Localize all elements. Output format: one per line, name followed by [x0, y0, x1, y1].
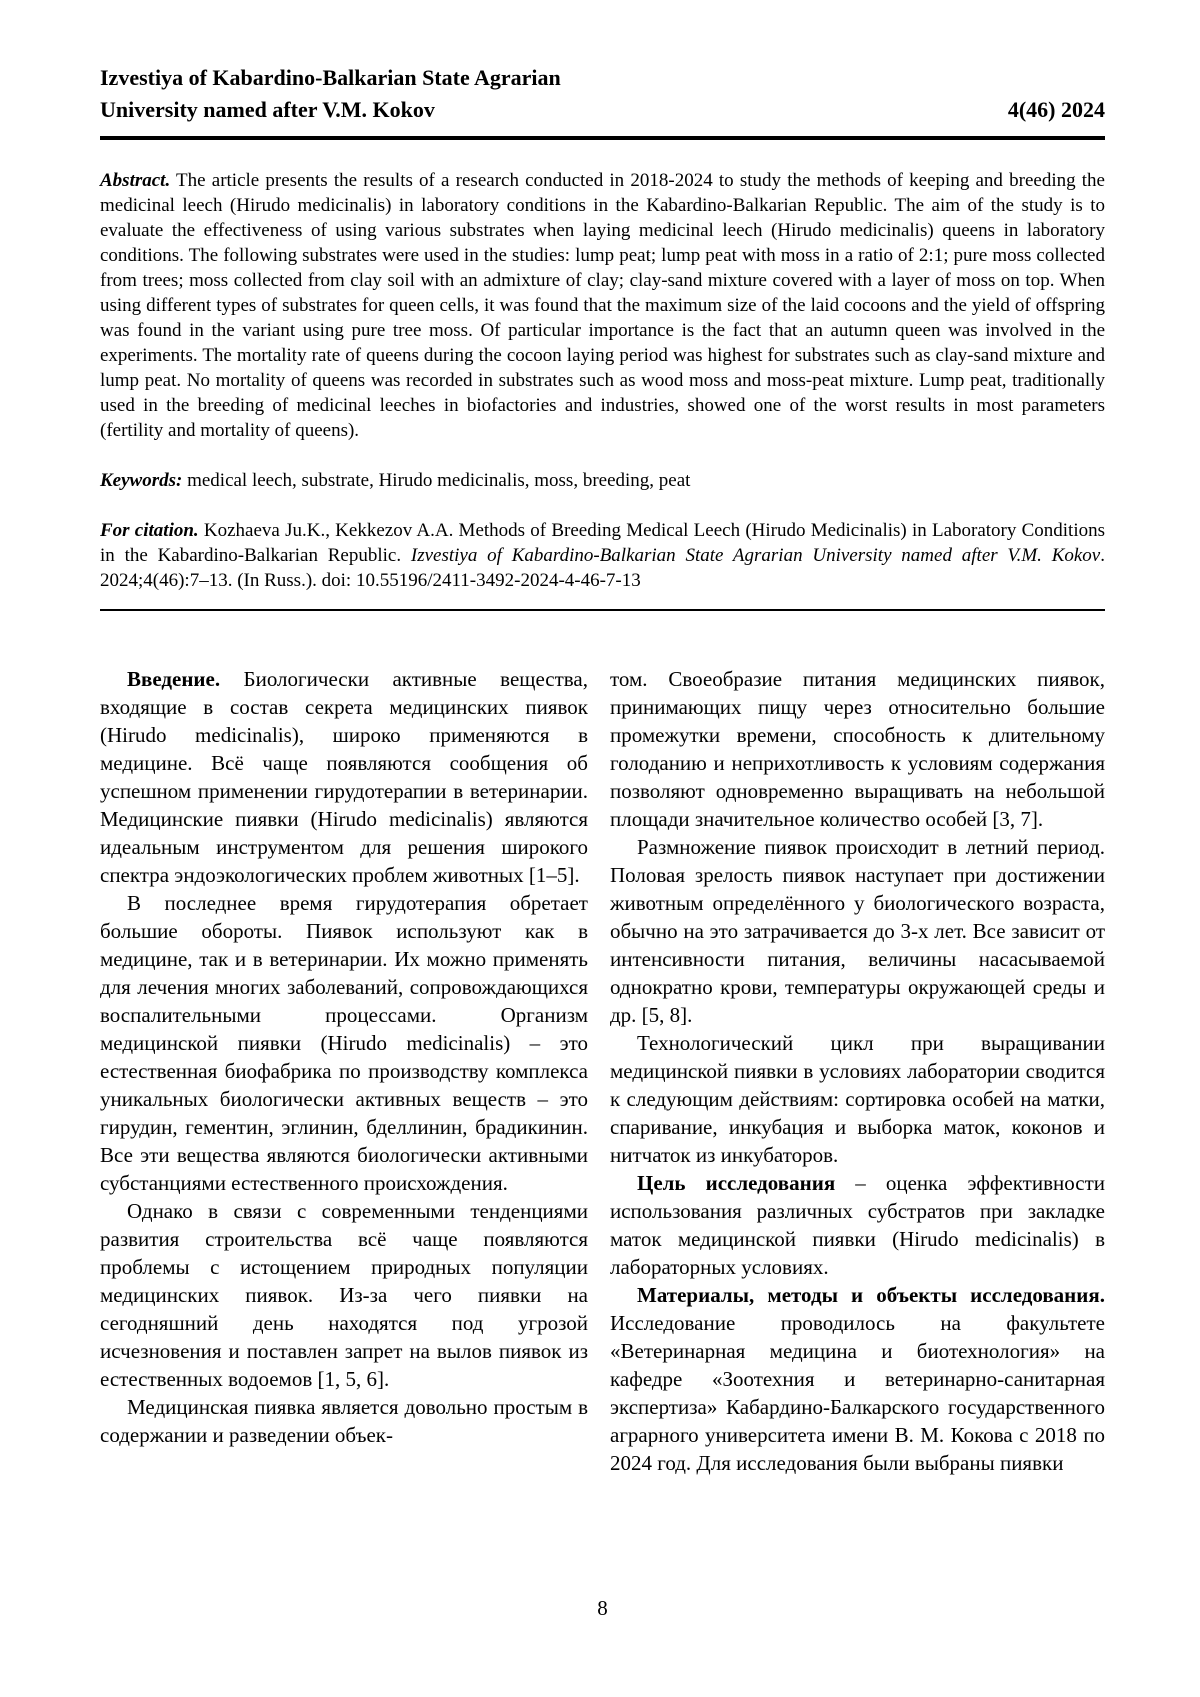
paragraph-run-bold: Введение.	[127, 667, 221, 691]
paragraph-run-bold: Цель исследования	[637, 1171, 836, 1195]
body-paragraph	[100, 1393, 588, 1449]
body-paragraph	[100, 889, 588, 1197]
paragraph-run: Однако в связи с современными тенденциями развития строительства всё чаще появляются проблемы с истощением природных популяции медицинских пиявок. Из-за чего пиявки на сегодняшний день находятся под угрозой исчезновения и поставлен запрет на вылов пиявок из естественных водоемов [1, 5, 6].	[100, 1199, 588, 1391]
body-paragraph	[610, 833, 1105, 1029]
citation-journal-name: Izvestiya of Kabardino-Balkarian State Agrarian University named after V.M. Kokov	[410, 545, 1101, 566]
issue-number: 4(46) 2024	[1007, 97, 1105, 122]
paragraph-run: Исследование проводилось на факультете «Ветеринарная медицина и биотехнология» на кафедре «Зоотехния и ветеринарно-санитарная экспертиза» Кабардино-Балкарского государственного аграрного университета имени В. М. Кокова с 2018 по 2024 год. Для исследования были выбраны пиявки	[610, 1311, 1105, 1475]
journal-title-line2: University named after V.M. Kokov	[100, 97, 435, 122]
citation-label: For citation.	[100, 520, 199, 541]
paragraph-run: Биологически активные вещества, входящие в состав секрета медицинских пиявок (Hirudo medicinalis), широко применяются в медицине. Всё чаще появляются сообщения об успешном применении гирудотерапии в ветеринарии. Медицинские пиявки (Hirudo medicinalis) являются идеальным инструментом для решения широкого спектра эндоэкологических проблем животных [1–5].	[100, 667, 588, 887]
keywords-block	[100, 468, 1105, 493]
journal-title-line1: Izvestiya of Kabardino-Balkarian State Agrarian	[100, 65, 561, 90]
paragraph-run: В последнее время гирудотерапия обретает большие обороты. Пиявок используют как в медицине, так и в ветеринарии. Их можно применять для лечения многих заболеваний, сопровождающихся воспалительными процессами. Организм медицинской пиявки (Hirudo medicinalis) – это естественная биофабрика по производству комплекса уникальных биологически активных веществ – это гирудин, гементин, эглинин, бделлинин, брадикинин. Все эти вещества являются биологически активными субстанциями естественного происхождения.	[100, 891, 588, 1195]
page-number: 8	[597, 1596, 608, 1620]
keywords-label: Keywords:	[100, 470, 183, 491]
paragraph-run: Размножение пиявок происходит в летний период. Половая зрелость пиявок наступает при достижении животным определённого у биологического возраста, обычно на это затрачивается до 3-х лет. Все зависит от интенсивности питания, величины насасываемой однократно крови, температуры окружающей среды и др. [5, 8].	[610, 835, 1105, 1027]
keywords-text: medical leech, substrate, Hirudo medicinalis, moss, breeding, peat	[182, 470, 691, 491]
body-columns	[100, 665, 1105, 1477]
abstract-label: Abstract.	[100, 170, 171, 191]
paragraph-run-bold: Материалы, методы и объекты исследования.	[637, 1283, 1105, 1307]
body-paragraph	[610, 665, 1105, 833]
citation-block	[100, 518, 1105, 593]
body-column-left	[100, 665, 588, 1477]
running-head-row	[100, 94, 1105, 126]
section-divider-rule	[100, 609, 1105, 611]
body-paragraph	[100, 665, 588, 889]
paragraph-run: – оценка эффективности использования различных субстратов при закладке маток медицинской пиявки (Hirudo medicinalis) в лабораторных условиях.	[610, 1171, 1105, 1279]
body-column-right	[610, 665, 1105, 1477]
abstract-text: The article presents the results of a research conducted in 2018-2024 to study the methods of keeping and breeding the medicinal leech (Hirudo medicinalis) in laboratory conditions in the Kabardino-Balkarian Republic. The aim of the study is to evaluate the effectiveness of using various substrates when laying medicinal leech (Hirudo medicinalis) queens in laboratory conditions. The following substrates were used in the studies: lump peat; lump peat with moss in a ratio of 2:1; pure moss collected from trees; moss collected from clay soil with an admixture of clay; clay-sand mixture covered with a layer of moss on top. When using different types of substrates for queen cells, it was found that the maximum size of the laid cocoons and the yield of offspring was found in the variant using pure tree moss. Of particular importance is the fact that an autumn queen was involved in the experiments. The mortality rate of queens during the cocoon laying period was highest for substrates such as clay-sand mixture and lump peat. No mortality of queens was recorded in substrates such as wood moss and moss-peat mixture. Lump peat, traditionally used in the breeding of medicinal leeches in biofactories and industries, showed one of the worst results in most parameters (fertility and mortality of queens).	[100, 170, 1105, 441]
abstract-block	[100, 168, 1105, 443]
paragraph-run: том. Своеобразие питания медицинских пиявок, принимающих пищу через относительно большие промежутки времени, способность к длительному голоданию и неприхотливость к условиям содержания позволяют одновременно выращивать на небольшой площади значительное количество особей [3, 7].	[610, 667, 1105, 831]
body-paragraph	[610, 1169, 1105, 1281]
paragraph-run: Технологический цикл при выращивании медицинской пиявки в условиях лаборатории сводится к следующим действиям: сортировка особей на матки, спаривание, инкубация и выборка маток, коконов и нитчаток из инкубаторов.	[610, 1031, 1105, 1167]
header-rule	[100, 136, 1105, 140]
body-paragraph	[610, 1029, 1105, 1169]
body-paragraph	[100, 1197, 588, 1393]
citation-text-before-journal: Kozhaeva Ju.K., Kekkezov A.A. Methods of Breeding Medical Leech (Hirudo Medicinalis) in Laboratory Conditions in the Kabardino-Balkarian Republic.	[100, 520, 1105, 566]
paragraph-run: Медицинская пиявка является довольно простым в содержании и разведении объек-	[100, 1395, 588, 1447]
citation-text-after-journal: . 2024;4(46):7–13. (In Russ.). doi: 10.55196/2411-3492-2024-4-46-7-13	[100, 545, 1105, 591]
running-head	[100, 62, 1105, 140]
body-paragraph	[610, 1281, 1105, 1477]
